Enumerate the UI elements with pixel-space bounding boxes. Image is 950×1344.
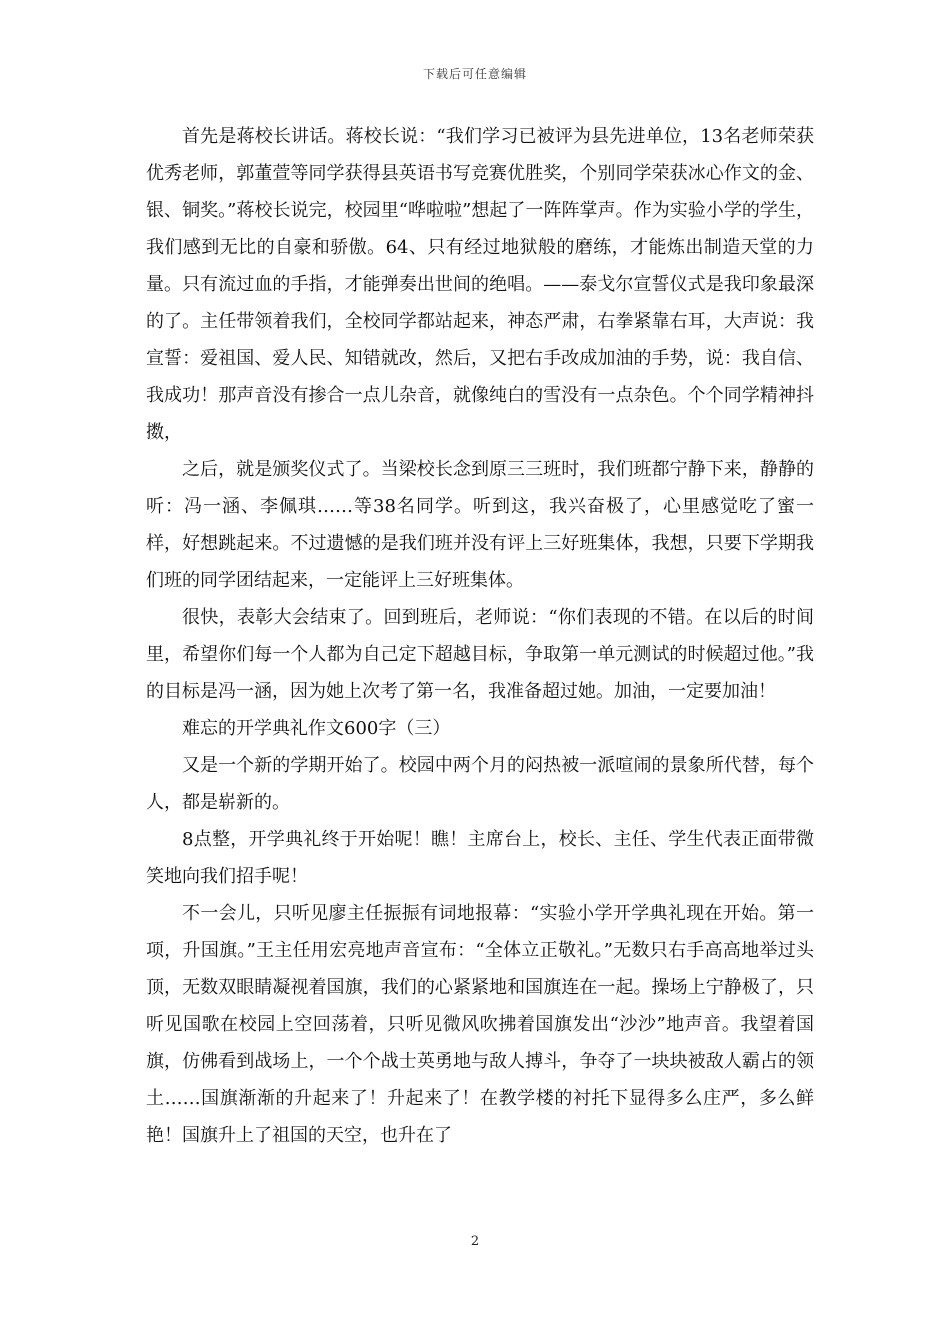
essay-subtitle: 难忘的开学典礼作文600字（三） [182, 718, 451, 739]
document-body [146, 118, 814, 1154]
page-number: 2 [470, 1234, 480, 1249]
page-header: 下载后可任意编辑 [422, 67, 527, 81]
paragraph-flag-raising: 不一会儿，只听见廖主任振振有词地报幕：“实验小学开学典礼现在开始。第一项，升国旗。”王主任用宏亮地声音宣布：“全体立正敬礼。”无数只右手高高地举过头顶，无数双眼睛凝视着国旗，我们的心紧紧地和国旗连在一起。操场上宁静极了，只听见国歌在校园上空回荡着，只听见微风吹拂着国旗发出“沙沙”地声音。我望着国旗，仿佛看到战场上，一个个战士英勇地与敌人搏斗，争夺了一块块被敌人霸占的领土……国旗渐渐的升起来了！升起来了！在教学楼的衬托下显得多么庄严，多么鲜艳！国旗升上了祖国的天空，也升在了 [146, 903, 814, 1146]
paragraph-new-semester: 又是一个新的学期开始了。校园中两个月的闷热被一派喧闹的景象所代替，每个人，都是崭新的。 [146, 755, 814, 813]
paragraph-meeting-end: 很快，表彰大会结束了。回到班后，老师说：“你们表现的不错。在以后的时间里，希望你们每一个人都为自己定下超越目标，争取第一单元测试的时候超过他。”我的目标是冯一涵，因为她上次考了第一名，我准备超过她。加油，一定要加油！ [146, 607, 814, 702]
paragraph-speech: 首先是蒋校长讲话。蒋校长说：“我们学习已被评为县先进单位，13名老师荣获优秀老师，郭董萱等同学获得县英语书写竞赛优胜奖，个别同学荣获冰心作文的金、银、铜奖。”蒋校长说完，校园里“哗啦啦”想起了一阵阵掌声。作为实验小学的学生，我们感到无比的自豪和骄傲。64、只有经过地狱般的磨练，才能炼出制造天堂的力量。只有流过血的手指，才能弹奏出世间的绝唱。——泰戈尔宣誓仪式是我印象最深的了。主任带领着我们，全校同学都站起来，神态严肃，右拳紧靠右耳，大声说：我宣誓：爱祖国、爱人民、知错就改，然后，又把右手改成加油的手势，说：我自信、我成功！那声音没有掺合一点儿杂音，就像纯白的雪没有一点杂色。个个同学精神抖擞， [146, 126, 814, 443]
paragraph-ceremony-start: 8点整，开学典礼终于开始呢！瞧！主席台上，校长、主任、学生代表正面带微笑地向我们招手呢！ [146, 829, 814, 887]
paragraph-award-ceremony: 之后，就是颁奖仪式了。当梁校长念到原三三班时，我们班都宁静下来，静静的听：冯一涵、李佩琪……等38名同学。听到这，我兴奋极了，心里感觉吃了蜜一样，好想跳起来。不过遗憾的是我们班并没有评上三好班集体，我想，只要下学期我们班的同学团结起来，一定能评上三好班集体。 [146, 459, 814, 591]
